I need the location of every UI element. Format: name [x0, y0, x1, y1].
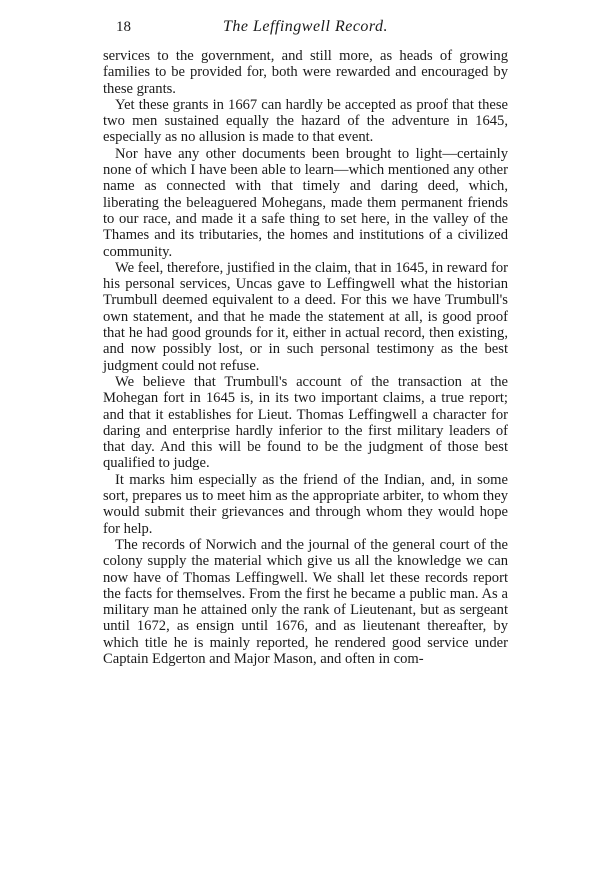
paragraph: Nor have any other documents been brought to light—certainly none of which I have been able to learn—which mentioned any other name as connected with that timely and daring deed, which, liberating the beleaguered Mohegans, made them permanent friends to our race, and made it a safe thing to set here, in the valley of the Thames and its tributaries, the homes and institutions of a civilized community. [103, 145, 508, 260]
paragraph: We feel, therefore, justified in the claim, that in 1645, in reward for his personal services, Uncas gave to Leffingwell what the historian Trumbull deemed equivalent to a deed. For this we have Trumbull's own statement, and that he made the statement at all, is good proof that he had good grounds for it, either in actual record, then existing, and now possibly lost, or in such personal testimony as the best judgment could not refuse. [103, 259, 508, 374]
paragraph: We believe that Trumbull's account of the transaction at the Mohegan fort in 1645 is, in its two important claims, a true report; and that it establishes for Lieut. Thomas Leffingwell a character for daring and enterprise hardly inferior to the first military leaders of that day. And this will be found to be the judgment of those best qualified to judge. [103, 373, 508, 472]
paragraph: Yet these grants in 1667 can hardly be accepted as proof that these two men sustained equally the hazard of the adventure in 1645, especially as no allusion is made to that event. [103, 96, 508, 146]
page-body [103, 48, 508, 667]
paragraph: The records of Norwich and the journal of the general court of the colony supply the material which give us all the knowledge we can now have of Thomas Leffingwell. We shall let these records report the facts for themselves. From the first he became a public man. As a military man he attained only the rank of Lieutenant, but as sergeant until 1672, as ensign until 1676, and as lieutenant thereafter, by which title he is mainly reported, he rendered good service under Captain Edgerton and Major Mason, and often in com- [103, 536, 508, 667]
paragraph: It marks him especially as the friend of the Indian, and, in some sort, prepares us to meet him as the appropriate arbiter, to whom they would submit their grievances and through whom they would hope for help. [103, 471, 508, 537]
page-header [103, 8, 508, 36]
running-head: The Leffingwell Record. [222, 18, 389, 35]
page-number: 18 [116, 19, 131, 35]
paragraph: services to the government, and still more, as heads of growing families to be provided for, both were rewarded and encouraged by these grants. [103, 48, 508, 97]
